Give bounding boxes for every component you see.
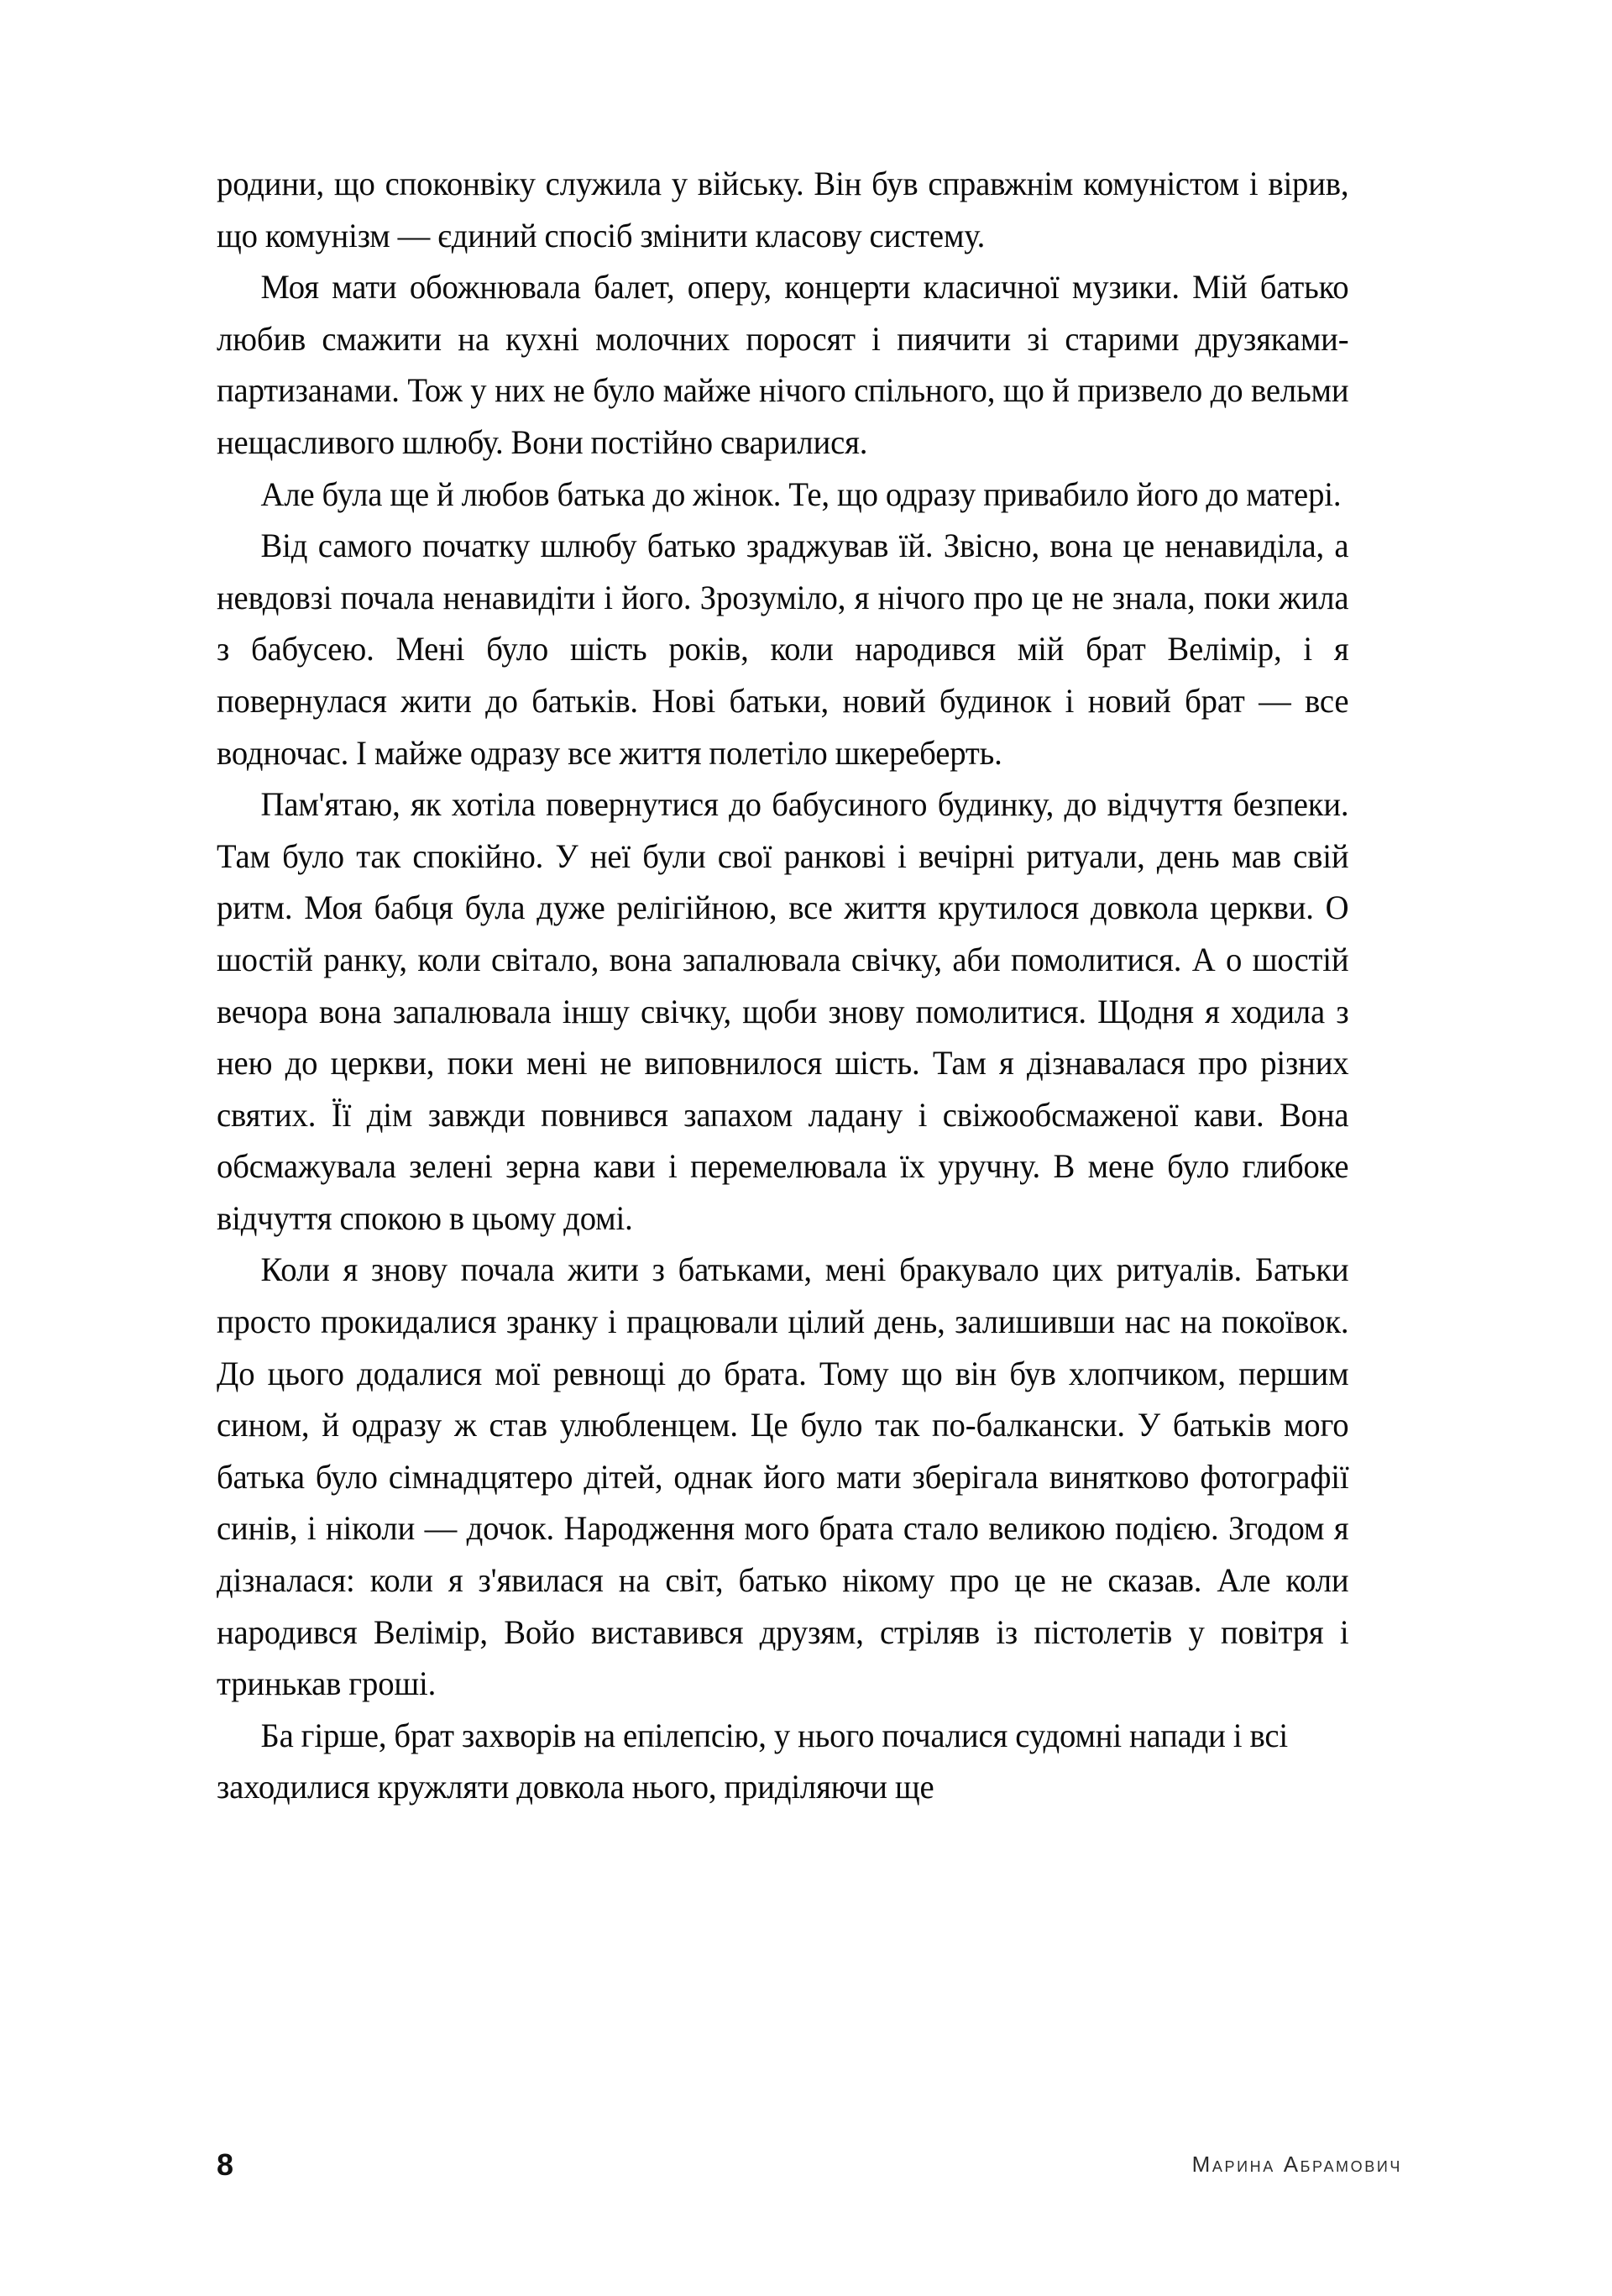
paragraph: Моя мати обожнювала балет, оперу, концерти класичної музики. Мій батько любив смажити на кухні молочних поросят і пиячити зі старими друзяками-партизанами. Тож у них не було майже нічого спільного, що й призвело до вельми нещасливого шлюбу. Вони постійно сварилися.	[217, 268, 1349, 461]
page-footer	[217, 2130, 1402, 2180]
paragraph: Від самого початку шлюбу батько зраджував їй. Звісно, вона це ненавиділа, а невдовзі почала ненавидіти і його. Зрозуміло, я нічого про це не знала, поки жила з бабусею. Мені було шість років, коли народився мій брат Велімір, і я повернулася жити до батьків. Нові батьки, новий будинок і новий брат — все водночас. І майже одразу все життя полетіло шкереберть.	[217, 527, 1349, 772]
page-number: 8	[217, 2147, 234, 2182]
body-text-block	[217, 158, 1402, 1813]
paragraph: Коли я знову почала жити з батьками, мені бракувало цих ритуалів. Батьки просто прокидалися зранку і працювали цілий день, залишивши нас на покоївок. До цього додалися мої ревнощі до брата. Тому що він був хлопчиком, першим сином, й одразу ж став улюбленцем. Це було так по-балкански. У батьків мого батька було сімнадцятеро дітей, однак його мати зберігала винятково фотографії синів, і ніколи — дочок. Народження мого брата стало великою подією. Згодом я дізналася: коли я з'явилася на світ, батько нікому про це не сказав. Але коли народився Велімір, Войо виставився друзям, стріляв із пістолетів у повітря і тринькав гроші.	[217, 1250, 1349, 1703]
paragraph: Пам'ятаю, як хотіла повернутися до бабусиного будинку, до відчуття безпеки. Там було так спокійно. У неї були свої ранкові і вечірні ритуали, день мав свій ритм. Моя бабця була дуже релігійною, все життя крутилося довкола церкви. О шостій ранку, коли світало, вона запалювала свічку, аби помолитися. А о шостій вечора вона запалювала іншу свічку, щоби знову помолитися. Щодня я ходила з нею до церкви, поки мені не виповнилося шість. Там я дізнавалася про різних святих. Її дім завжди повнився запахом ладану і свіжообсмаженої кави. Вона обсмажувала зелені зерна кави і перемелювала їх уручну. В мене було глибоке відчуття спокою в цьому домі.	[217, 785, 1349, 1237]
paragraph: Але була ще й любов батька до жінок. Те, що одразу привабило його до матері.	[260, 474, 1342, 513]
running-head: Марина Абрамович	[1191, 2152, 1402, 2177]
paragraph: родини, що споконвіку служила у війську. Він був справжнім комуністом і вірив, що комунізм — єдиний спосіб змінити класову систему.	[217, 165, 1349, 254]
paragraph: Ба гірше, брат захворів на епілепсію, у нього почалися судомні напади і всі заходилися кружляти довкола нього, приділяючи ще	[217, 1716, 1288, 1806]
